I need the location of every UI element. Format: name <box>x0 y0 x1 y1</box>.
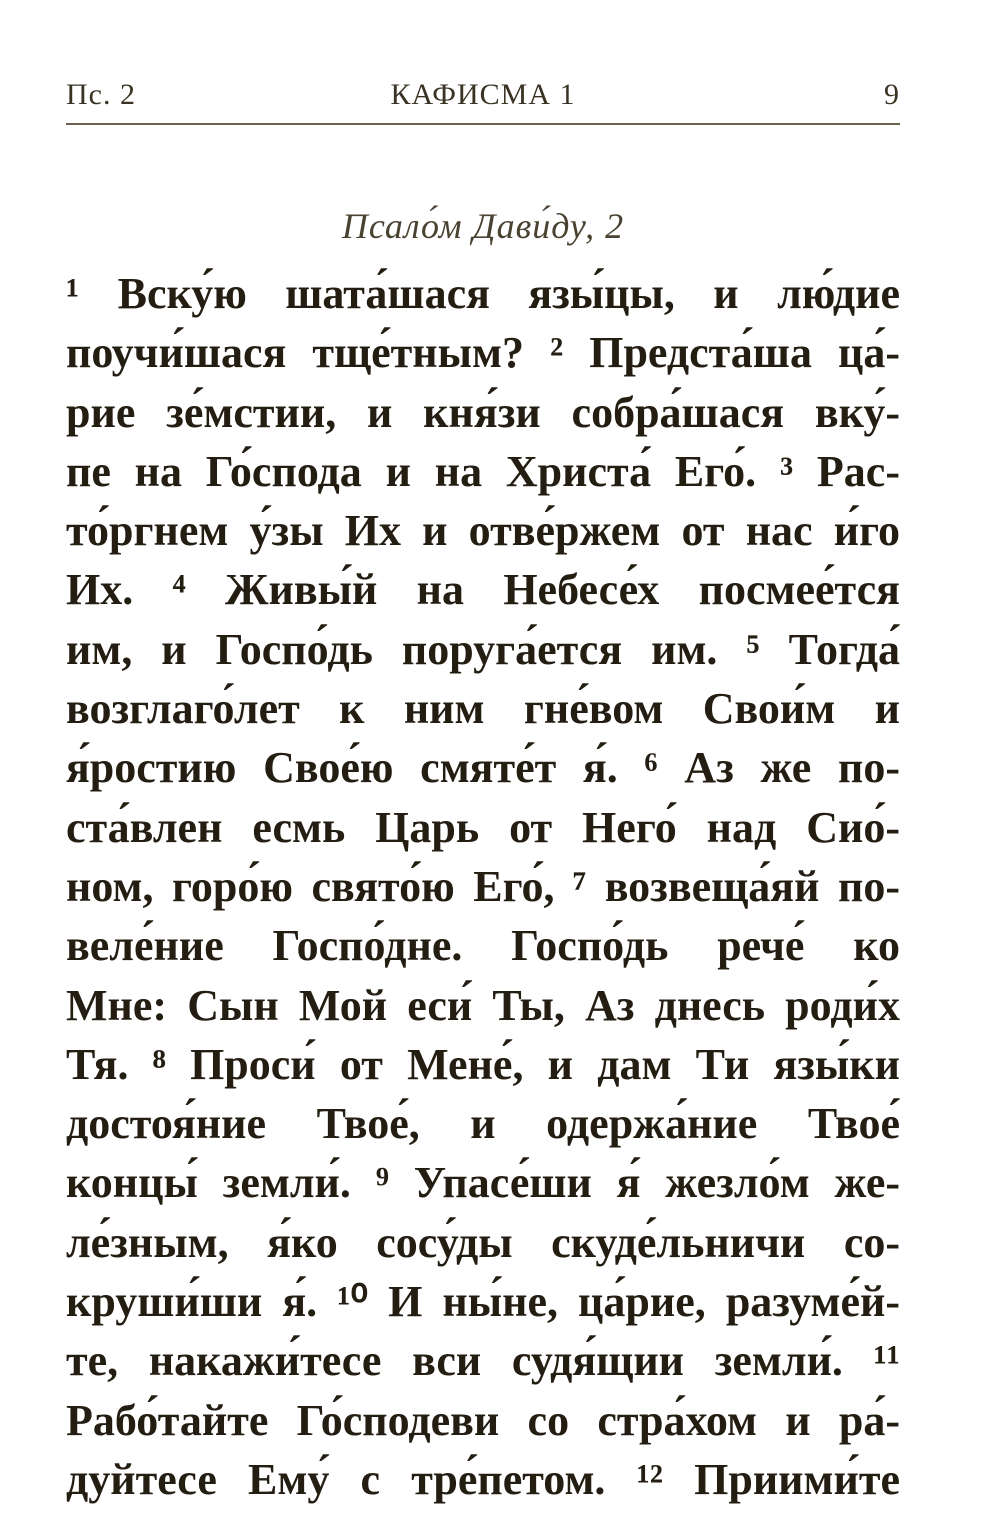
psalm-text <box>66 264 900 1509</box>
text-line: Тя. ⁸ Проси́ от Мене́, и дам Ти язы́ки <box>66 1039 900 1089</box>
text-line: я́ростию Свое́ю смяте́т я́. ⁶ Аз же по- <box>66 743 900 793</box>
header-rule <box>66 123 900 125</box>
text-line: веле́ние Госпо́дне. Госпо́дь рече́ ко <box>66 921 900 971</box>
text-line: те, накажи́тесе вси судя́щии земли́. ¹¹ <box>66 1336 900 1386</box>
text-line: ном, горо́ю свято́ю Его́, ⁷ возвеща́яй по- <box>66 861 900 911</box>
text-line: ¹ Вску́ю шата́шася язы́цы, и лю́дие <box>66 269 900 318</box>
text-line: дуйтесе Ему́ с тре́петом. ¹² Приими́те <box>66 1454 900 1504</box>
text-line: круши́ши я́. ¹⁰ И ны́не, ца́рие, разуме́й- <box>66 1277 900 1327</box>
text-line: то́ргнем у́зы Их и отве́ржем от нас и́го <box>66 506 900 556</box>
text-line: ле́зным, я́ко сосу́ды скуде́льничи со- <box>66 1217 900 1267</box>
page-number: 9 <box>884 78 900 111</box>
text-line: им, и Госпо́дь поруга́ется им. ⁵ Тогда́ <box>66 624 900 674</box>
running-head <box>66 78 900 118</box>
text-line: пе на Го́спода и на Христа́ Его́. ³ Рас- <box>66 446 900 496</box>
text-line: рие зе́мстии, и кня́зи собра́шася вку́- <box>66 387 900 437</box>
text-line: Их. ⁴ Живы́й на Небесе́х посмее́тся <box>66 565 900 615</box>
text-line: поучи́шася тще́тным? ² Предста́ша ца́- <box>66 328 900 378</box>
text-line: концы́ земли́. ⁹ Упасе́ши я́ жезло́м же- <box>66 1158 900 1208</box>
text-line: достоя́ние Твое́, и одержа́ние Твое́ <box>66 1099 900 1149</box>
text-line: Рабо́тайте Го́сподеви со стра́хом и ра́- <box>66 1395 900 1445</box>
psalm-reference: Пс. 2 <box>66 78 136 111</box>
psalm-title: Псало́м Дави́ду, 2 <box>341 206 625 246</box>
kathisma-title: КАФИСМА 1 <box>390 78 576 111</box>
text-line: возглаго́лет к ним гне́вом Свои́м и <box>66 684 900 734</box>
text-line: Мне: Сын Мой еси́ Ты, Аз днесь роди́х <box>66 980 900 1030</box>
text-line: ста́влен есмь Царь от Него́ над Сио́- <box>66 802 900 852</box>
